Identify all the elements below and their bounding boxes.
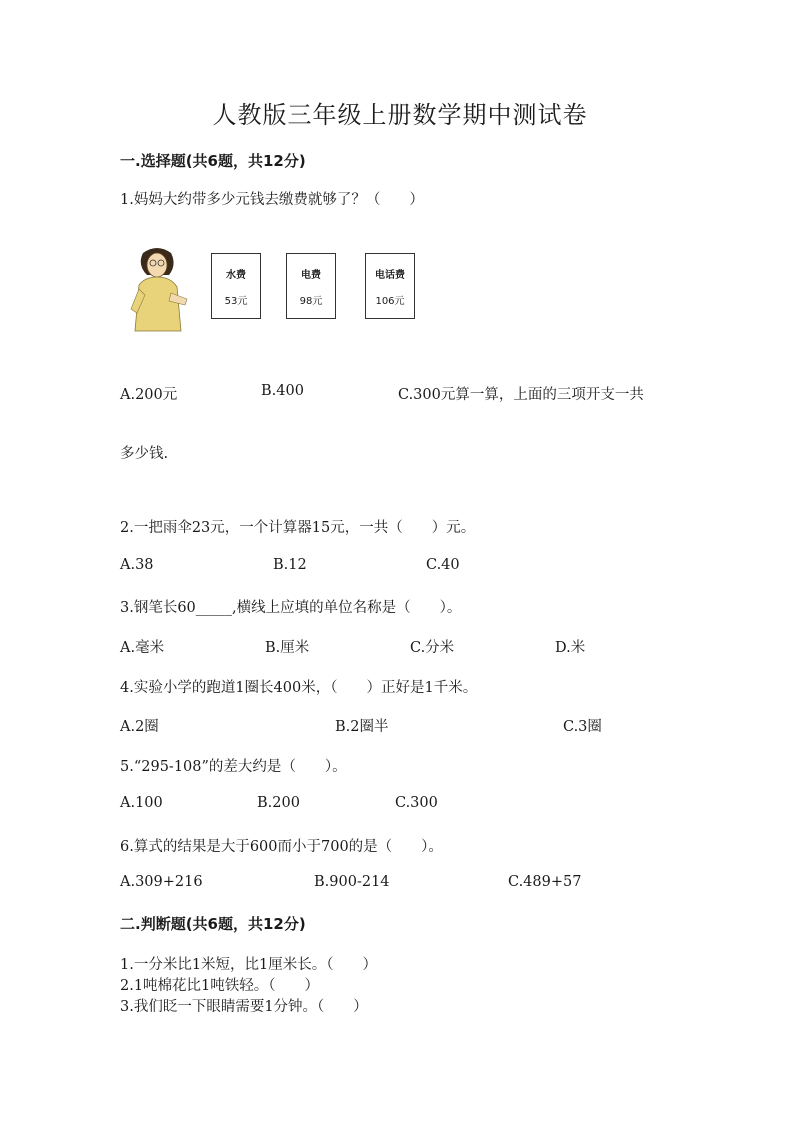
q2-option-c: C.40 — [426, 557, 460, 573]
q3-option-a: A.毫米 — [120, 640, 165, 656]
bill-phone-amount: 106元 — [375, 296, 405, 307]
bill-electricity-label: 电费 — [301, 270, 321, 281]
q2-option-b: B.12 — [273, 557, 307, 573]
question-4: 4.实验小学的跑道1圈长400米，（ ）正好是1千米。 — [120, 680, 478, 696]
q1-option-a: A.200元 — [120, 387, 178, 403]
bill-electricity — [286, 253, 336, 319]
mother-illustration — [125, 243, 190, 333]
q5-option-a: A.100 — [120, 795, 163, 811]
section-heading-choice: 一.选择题(共6题，共12分) — [120, 152, 306, 170]
q5-option-b: B.200 — [257, 795, 300, 811]
bill-electricity-amount: 98元 — [299, 296, 323, 307]
q4-option-c: C.3圈 — [563, 719, 602, 735]
q4-option-b: B.2圈半 — [335, 719, 389, 735]
q6-option-a: A.309+216 — [120, 874, 203, 890]
q5-option-c: C.300 — [395, 795, 438, 811]
question-2: 2.一把雨伞23元，一个计算器15元，一共（ ）元。 — [120, 520, 476, 536]
q1-continuation: 多少钱. — [120, 446, 169, 462]
q3-option-d: D.米 — [555, 640, 586, 656]
q1-option-c: C.300元算一算，上面的三项开支一共 — [398, 387, 644, 403]
q3-option-c: C.分米 — [410, 640, 455, 656]
q3-option-b: B.厘米 — [265, 640, 310, 656]
bill-water — [211, 253, 261, 319]
question-5: 5.“295-108”的差大约是（ ）。 — [120, 759, 347, 775]
q4-option-a: A.2圈 — [120, 719, 159, 735]
section-heading-judgment: 二.判断题(共6题，共12分) — [120, 915, 306, 933]
page-title: 人教版三年级上册数学期中测试卷 — [212, 101, 588, 129]
question-1-figure — [125, 243, 425, 333]
judgment-item-1: 1.一分米比1米短，比1厘米长。（ ） — [120, 957, 378, 973]
q2-option-a: A.38 — [120, 557, 154, 573]
bill-phone-label: 电话费 — [375, 270, 405, 281]
q6-option-b: B.900-214 — [314, 874, 390, 890]
bill-phone — [365, 253, 415, 319]
bill-water-amount: 53元 — [224, 296, 248, 307]
judgment-item-2: 2.1吨棉花比1吨铁轻。（ ） — [120, 978, 320, 994]
q6-option-c: C.489+57 — [508, 874, 582, 890]
q1-option-b: B.400 — [261, 383, 304, 399]
question-3: 3.钢笔长60_____,横线上应填的单位名称是（ ）。 — [120, 600, 462, 616]
question-6: 6.算式的结果是大于600而小于700的是（ ）。 — [120, 839, 443, 855]
judgment-item-3: 3.我们眨一下眼睛需要1分钟。（ ） — [120, 999, 368, 1015]
bill-water-label: 水费 — [226, 270, 246, 281]
question-1: 1.妈妈大约带多少元钱去缴费就够了？（ ） — [120, 192, 424, 208]
